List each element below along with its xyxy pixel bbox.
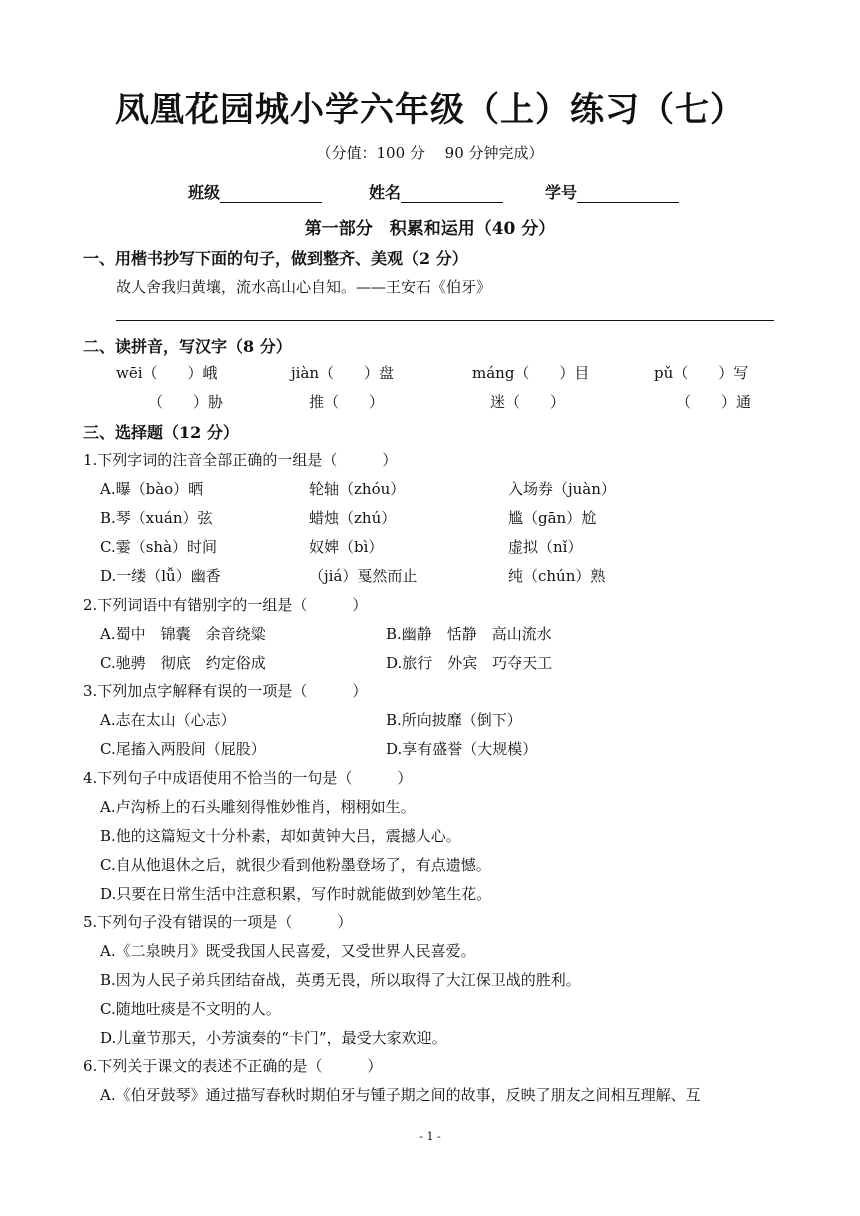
q3-option: D.享有盛誉（大规模）: [386, 740, 538, 758]
student-id-blank[interactable]: [577, 184, 679, 203]
q1-option: 轮轴（zhóu）: [309, 480, 406, 498]
q5-option: B.因为人民子弟兵团结奋战，英勇无畏，所以取得了大江保卫战的胜利。: [100, 971, 581, 989]
name-blank[interactable]: [401, 184, 503, 203]
q5-option: D.儿童节那天，小芳演奏的“卡门”，最受大家欢迎。: [100, 1029, 447, 1047]
q1-option: 蜡烛（zhú）: [309, 509, 397, 527]
question-4-stem: 4.下列句子中成语使用不恰当的一句是（ ）: [83, 769, 413, 787]
student-id-field: [545, 180, 679, 203]
student-id-label: 学号: [545, 183, 578, 202]
q5-option: C.随地吐痰是不文明的人。: [100, 1000, 281, 1018]
page-title: 凤凰花园城小学六年级（上）练习（七）: [115, 90, 745, 130]
q2-option: C.驰骋 彻底 约定俗成: [100, 654, 266, 672]
q1-option: 入场券（juàn）: [508, 480, 616, 498]
question-2-stem: 2.下列词语中有错别字的一组是（ ）: [83, 596, 368, 614]
q1-option: 虚拟（nǐ）: [508, 538, 583, 556]
class-label: 班级: [188, 183, 221, 202]
q2-option: B.幽静 恬静 高山流水: [386, 625, 552, 643]
q4-option: D.只要在日常生活中注意积累，写作时就能做到妙笔生花。: [100, 885, 492, 903]
q1-option: A.曝（bào）晒: [100, 480, 204, 498]
pinyin-item: 推（ ）: [309, 393, 385, 411]
section-three-heading: 三、选择题（12 分）: [83, 423, 239, 442]
writing-line[interactable]: [116, 320, 774, 321]
q1-option: （jiá）戛然而止: [309, 567, 418, 585]
q2-option: A.蜀中 锦囊 余音绕粱: [100, 625, 266, 643]
section-two-heading: 二、读拼音，写汉字（8 分）: [83, 337, 292, 356]
q5-option: A.《二泉映月》既受我国人民喜爱，又受世界人民喜爱。: [100, 942, 476, 960]
q6-option: A.《伯牙鼓琴》通过描写春秋时期伯牙与锺子期之间的故事，反映了朋友之间相互理解、互: [100, 1086, 701, 1104]
pinyin-item: pǔ（ ）写: [654, 364, 749, 382]
pinyin-item: jiàn（ ）盘: [291, 364, 395, 382]
class-blank[interactable]: [220, 184, 322, 203]
question-3-stem: 3.下列加点字解释有误的一项是（ ）: [83, 682, 368, 700]
q1-option: 纯（chún）熟: [508, 567, 606, 585]
q3-option: C.尾搐入两股间（屁股）: [100, 740, 266, 758]
page-number: - 1 -: [419, 1130, 441, 1143]
q4-option: C.自从他退休之后，就很少看到他粉墨登场了，有点遗憾。: [100, 856, 491, 874]
pinyin-item: wēi（ ）峨: [116, 364, 218, 382]
q1-option: 奴婢（bì）: [309, 538, 384, 556]
q3-option: A.志在太山（心志）: [100, 711, 236, 729]
question-6-stem: 6.下列关于课文的表述不正确的是（ ）: [83, 1057, 383, 1075]
q1-option: B.琴（xuán）弦: [100, 509, 213, 527]
q1-option: C.霎（shà）时间: [100, 538, 218, 556]
name-label: 姓名: [369, 183, 402, 202]
copy-sentence: 故人舍我归黄壤，流水高山心自知。——王安石《伯牙》: [116, 278, 492, 296]
q1-option: D.一缕（lǚ）幽香: [100, 567, 221, 585]
section-one-heading: 一、用楷书抄写下面的句子，做到整齐、美观（2 分）: [83, 249, 468, 268]
q4-option: B.他的这篇短文十分朴素，却如黄钟大吕，震撼人心。: [100, 827, 461, 845]
name-field: [369, 180, 503, 203]
q3-option: B.所向披靡（倒下）: [386, 711, 522, 729]
pinyin-item: （ ）胁: [148, 393, 224, 411]
question-1-stem: 1.下列字词的注音全部正确的一组是（ ）: [83, 451, 398, 469]
q1-option: 尴（gān）尬: [508, 509, 597, 527]
question-5-stem: 5.下列句子没有错误的一项是（ ）: [83, 913, 353, 931]
part-one-heading: 第一部分 积累和运用（40 分）: [304, 219, 556, 239]
pinyin-item: （ ）通: [676, 393, 752, 411]
page-subtitle: （分值：100 分 90 分钟完成）: [316, 144, 544, 162]
pinyin-item: máng（ ）目: [472, 364, 590, 382]
class-field: [188, 180, 322, 203]
pinyin-item: 迷（ ）: [490, 393, 566, 411]
q2-option: D.旅行 外宾 巧夺天工: [386, 654, 553, 672]
q4-option: A.卢沟桥上的石头雕刻得惟妙惟肖，栩栩如生。: [100, 798, 416, 816]
